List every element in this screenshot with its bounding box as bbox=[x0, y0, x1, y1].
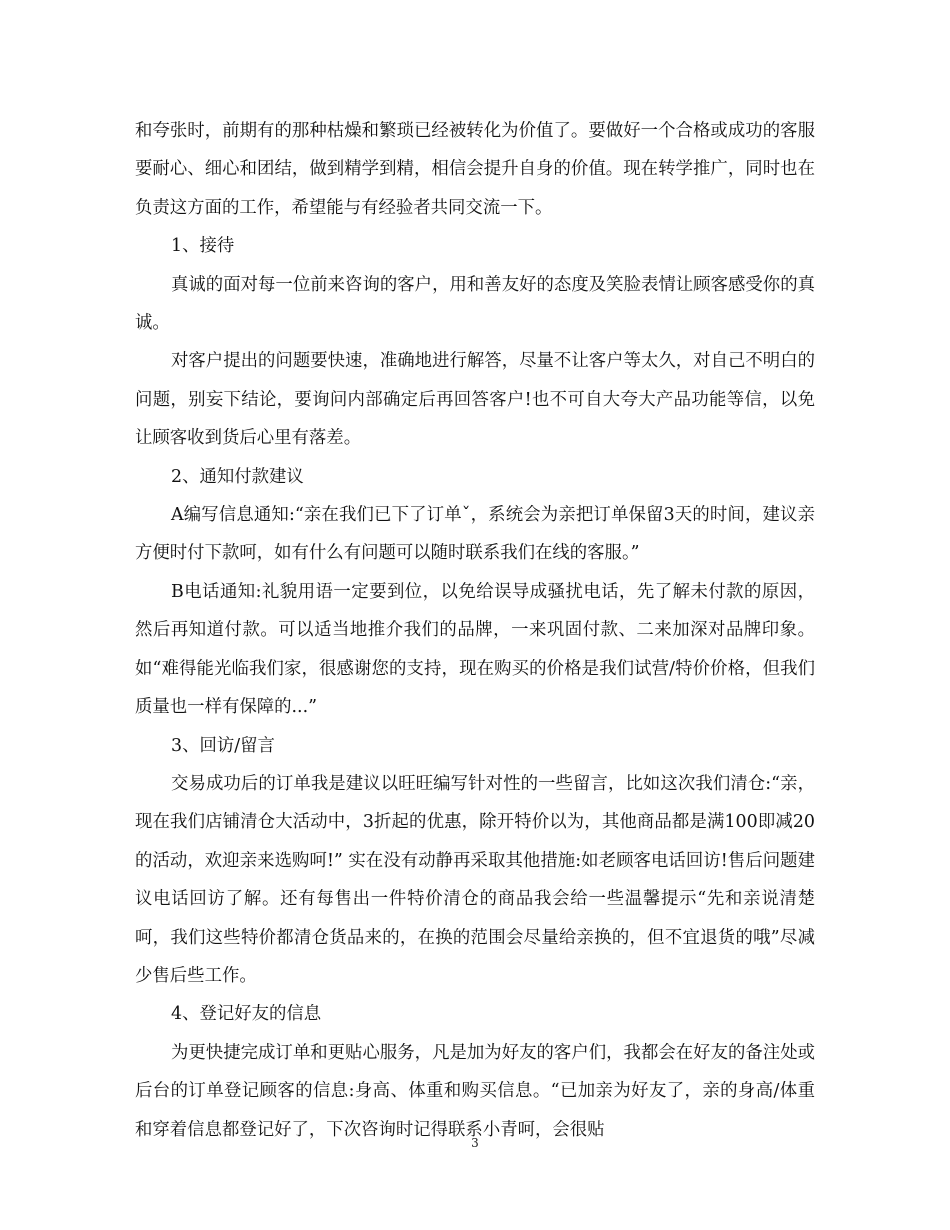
document-body bbox=[135, 112, 815, 1149]
paragraph-intro: 和夸张时，前期有的那种枯燥和繁琐已经被转化为价值了。要做好一个合格或成功的客服要耐心、细心和团结，做到精学到精，相信会提升自身的价值。现在转学推广，同时也在负责这方面的工作，希望能与有经验者共同交流一下。 bbox=[135, 121, 815, 218]
paragraph: A编写信息通知:“亲在我们已下了订单ˇ，系统会为亲把订单保留3天的时间，建议亲方便时付下款呵，如有什么有问题可以随时联系我们在线的客服。” bbox=[135, 505, 815, 564]
paragraph: 为更快捷完成订单和更贴心服务，凡是加为好友的客户们，我都会在好友的备注处或后台的订单登记顾客的信息:身高、体重和购买信息。“已加亲为好友了，亲的身高/体重和穿着信息都登记好了，下次咨询时记得联系小青呵，会很贴 bbox=[135, 1042, 815, 1140]
section-heading-reception: 1、接待 bbox=[171, 236, 235, 257]
paragraph: 真诚的面对每一位前来咨询的客户，用和善友好的态度及笑脸表情让顾客感受你的真诚。 bbox=[135, 274, 815, 334]
section-heading-friend-info: 4、登记好友的信息 bbox=[171, 1004, 322, 1025]
section-heading-payment-notice: 2、通知付款建议 bbox=[171, 466, 304, 487]
paragraph: B电话通知:礼貌用语一定要到位，以免给误导成骚扰电话，先了解未付款的原因，然后再知道付款。可以适当地推介我们的品牌，一来巩固付款、二来加深对品牌印象。如“难得能光临我们家，很感谢您的支持，现在购买的价格是我们试营/特价价格，但我们质量也一样有保障的...” bbox=[135, 581, 815, 718]
section-heading-follow-up: 3、回访/留言 bbox=[171, 735, 275, 756]
paragraph: 交易成功后的订单我是建议以旺旺编写针对性的一些留言，比如这次我们清仓:“亲，现在我们店铺清仓大活动中，3折起的优惠，除开特价以为，其他商品都是满100即减20的活动，欢迎亲来选购呵!” 实在没有动静再采取其他措施:如老顾客电话回访!售后问题建议电话回访了解。还有每售出一件特价清仓的商品我会给一些温馨提示“先和亲说清楚呵，我们这些特价都清仓货品来的，在换的范围会尽量给亲换的，但不宜退货的哦”尽减少售后些工作。 bbox=[135, 773, 815, 986]
paragraph: 对客户提出的问题要快速，准确地进行解答，尽量不让客户等太久，对自己不明白的问题，别妄下结论，要询问内部确定后再回答客户!也不可自大夸大产品功能等信，以免让顾客收到货后心里有落差。 bbox=[135, 351, 815, 449]
page-number: 3 bbox=[471, 1136, 479, 1150]
